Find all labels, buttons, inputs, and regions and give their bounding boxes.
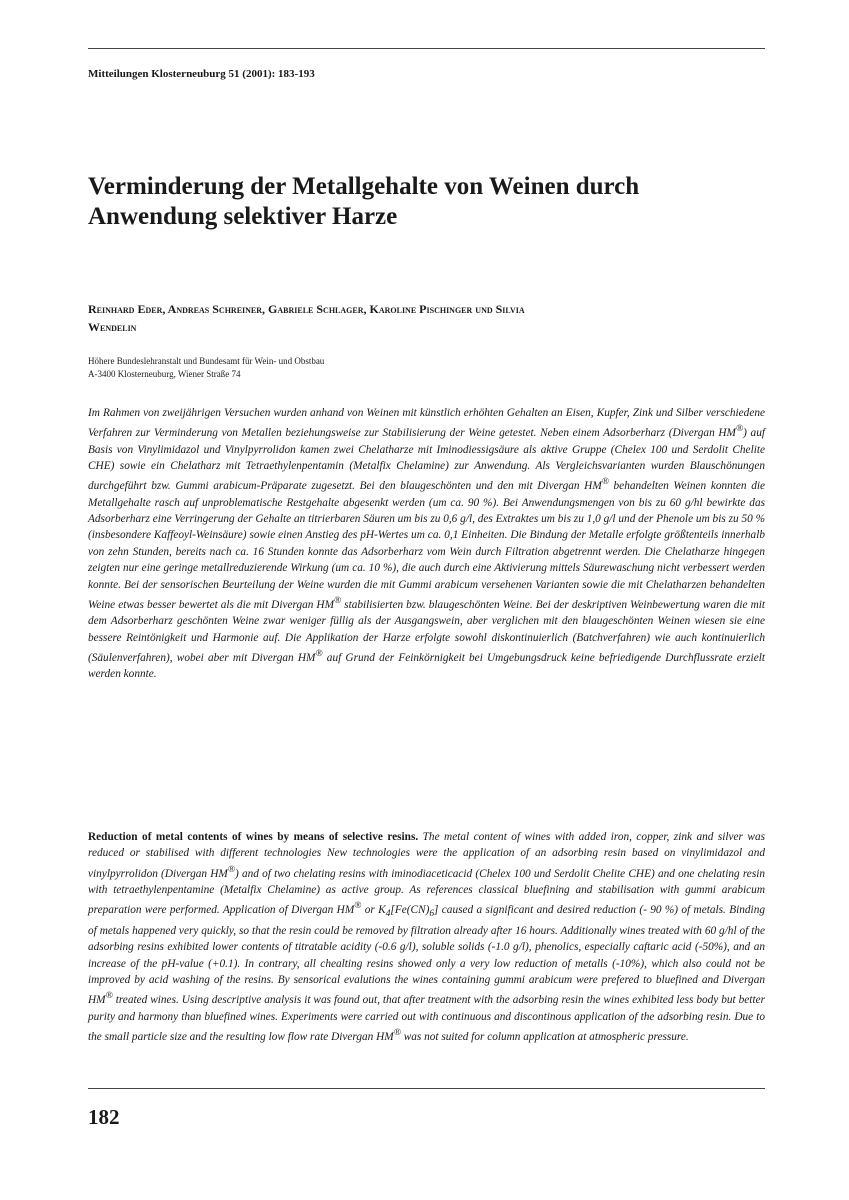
footer-rule (88, 1088, 765, 1089)
registered-mark: ® (735, 424, 744, 435)
abstract-de-text: Im Rahmen von zweijährigen Versuchen wurden anhand von Weinen mit künstlich erhöhten Gehalten an Eisen, Kupfer, Zink und Silber verschiedene Verfahren zur Verminderung von Metallen beziehungsweise zur Stabilisierung der Weine getestet. Neben einem Adsorberharz (Divergan HM (88, 407, 765, 440)
abstract-de-text: ) auf Basis von Vinylimidazol und Vinylpyrrolidon kamen zwei Chelatharze mit Iminodiessigsäure als aktive Gruppe (Chelex 100 und Serdolit Chelite CHE) sowie ein Chelatharz mit Tetraethylenpentamin (Metalfix Chelamine) zur Anwendung. Als Vergleichsvarianten wurden Blauschönungen durchgeführt bzw. Gummi arabicum-Präparate zugesetzt. Bei den blaugeschönten und den mit Divergan HM (88, 427, 765, 493)
abstract-en-text: treated wines. Using descriptive analysis it was found out, that after treatment with the adsorbing resin the wines exhibited less body but better purity and harmony than bluefined wines. Experiments were carried out with continuous and discontinous application of the adsorbing resin. Due to the small particle size and the resulting low flow rate Divergan HM (88, 994, 765, 1043)
subscript: 6 (429, 909, 435, 920)
title-line-2: Anwendung selektiver Harze (88, 203, 398, 230)
registered-mark: ® (354, 901, 362, 912)
page-number: 182 (88, 1105, 120, 1129)
affiliation-line-2: A-3400 Klosterneuburg, Wiener Straße 74 (88, 369, 241, 379)
affiliation (88, 355, 324, 381)
abstract-en-text: ] caused a significant and desired reduction (- 90 %) of metals. Binding of metals happened very quickly, so that the resin could be removed by filtration already after 16 hours. Additionally wines treated with 60 g/hl of the adsorbing resins exhibited lower contents of titratable acidity (-0.6 g/l), soluble solids (-1.0 g/l), phenolics, especially caftaric acid (-50%), and an increase of the pH-value (+0.1). In contrary, all chealting resins showed only a very low reduction of metalls (-10%), which also could not be improved by acid washing of the resins. By sensorical evalutions the wines containing gummi arabicum were prefered to bluefined and Divergan HM (88, 904, 765, 1007)
registered-mark: ® (334, 596, 342, 606)
abstract-en-heading: Reduction of metal contents of wines by means of selective resins. (88, 831, 419, 843)
subscript: 4 (385, 909, 391, 920)
registered-mark: ® (393, 1028, 401, 1039)
authors-line-1: Reinhard Eder, Andreas Schreiner, Gabriele Schlager, Karoline Pischinger und Silvia (88, 302, 525, 316)
registered-mark: ® (315, 648, 323, 659)
author-list (88, 300, 765, 336)
article-title (88, 172, 768, 232)
abstract-de-text: behandelten Weinen konnten die Metallgehalte rasch auf unproblematische Restgehalte abgesenkt werden (um ca. 90 %). Bei Anwendungsmengen von bis zu 60 g/hl bewirkte das Adsorberharz eine Verringerung der Gehalte an titrierbaren Säuren um bis zu 0,6 g/l, des Extraktes um bis zu 1,0 g/l und der Phenole um bis zu 50 % (insbesondere Kaffeoyl-Weinsäure) sowie einen Anstieg des pH-Wertes um ca. 0,1 Einheiten. Die Bindung der Metalle erfolgte größtenteils innerhalb von zehn Stunden, bereits nach ca. 16 Stunden konnte das Adsorberharz vom Wein durch Filtration abgetrennt werden. Die Chelatharze hingegen zeigten nur eine geringe metallreduzierende Wirkung (um ca. 10 %), die auch durch eine Aktivierung mittels Säurewaschung nicht verbessert werden konnte. Bei der sensorischen Beurteilung der Weine wurden die mit Gummi arabicum versehenen Varianten sowie die mit Chelatharzen behandelten Weine etwas besser bewertet als die mit Divergan HM (88, 480, 765, 611)
abstract-german (88, 405, 765, 683)
abstract-de-text: auf Grund der Feinkörnigkeit bei Umgebungsdruck keine befriedigende Durchflussrate erzielt werden konnte. (88, 651, 765, 681)
abstract-en-text: or K (361, 904, 386, 917)
registered-mark: ® (105, 991, 113, 1002)
abstract-de-text: stabilisierten bzw. blaugeschönten Weine. Bei der deskriptiven Weinbewertung waren die mit dem Adsorberharz geschönten Weine zwar weniger füllig als der Ausgangswein, aber verglichen mit den blaugeschönten Weinen wiesen sie eine bessere Reintönigkeit und Harmonie auf. Die Applikation der Harze erfolgte sowohl diskontinuierlich (Batchverfahren) wie auch kontinuierlich (Säulenverfahren), wobei aber mit Divergan HM (88, 598, 766, 664)
abstract-en-text: ) and of two chelating resins with iminodiaceticacid (Chelex 100 und Serdolit Chelite CHE) and one chelating resin with tetraethylenpentamine (Metalfix Chelamine) as active group. As references classical bluefining and stabilisation with gummi arabicum preparation were performed. Application of Divergan HM (88, 867, 766, 917)
authors-line-2: Wendelin (88, 320, 137, 334)
registered-mark: ® (601, 477, 609, 488)
abstract-en-text: [Fe(CN) (390, 904, 430, 917)
registered-mark: ® (227, 864, 235, 875)
abstract-en-text: was not suited for column application at atmospheric pressure. (400, 1030, 689, 1043)
header-rule (88, 48, 765, 49)
title-line-1: Verminderung der Metallgehalte von Weinen durch (88, 173, 640, 200)
abstract-english (88, 829, 765, 1045)
journal-citation: Mitteilungen Klosterneuburg 51 (2001): 183-193 (88, 68, 315, 80)
abstract-en-text: The metal content of wines with added iron, copper, zink and silver was reduced or stabilised with different technologies New technologies were the application of an adsorbing resin based on vinylimidazol and vinylpyrrolidon (Divergan HM (88, 831, 765, 880)
affiliation-line-1: Höhere Bundeslehranstalt und Bundesamt für Wein- und Obstbau (88, 356, 325, 366)
